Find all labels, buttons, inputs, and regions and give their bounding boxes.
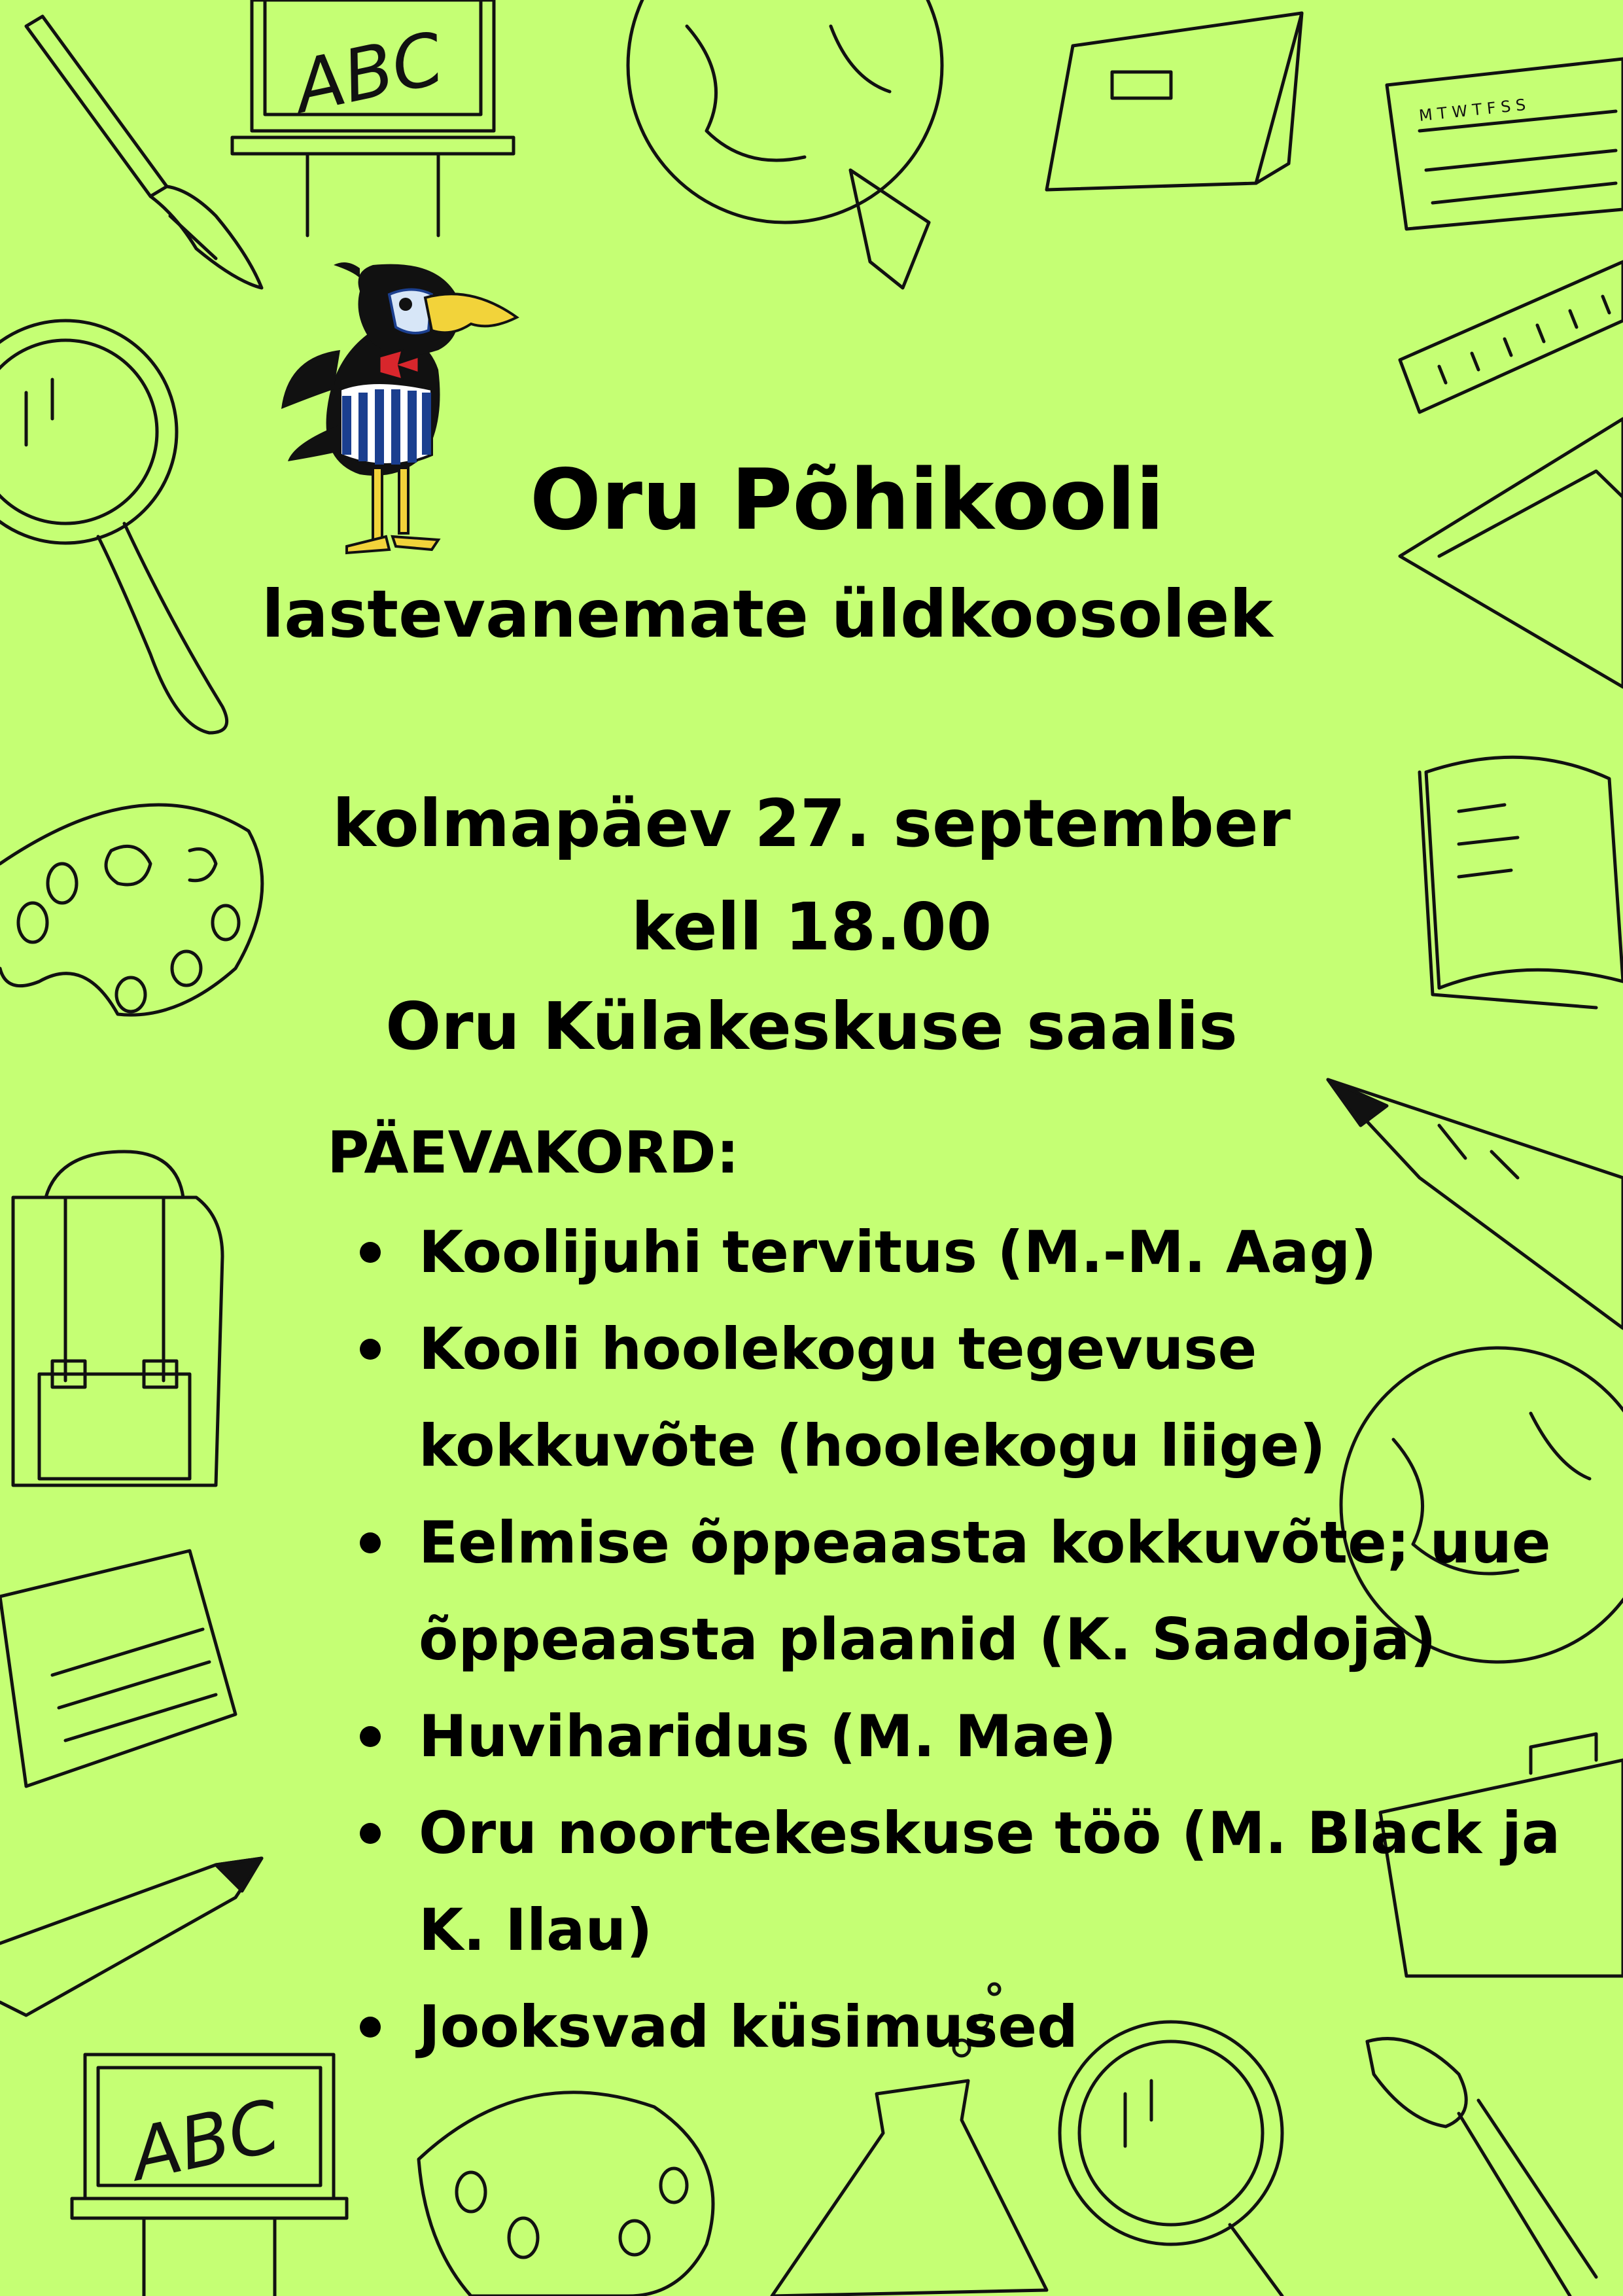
crow-mascot bbox=[275, 258, 556, 573]
title-meeting: lastevanemate üldkoosolek bbox=[262, 576, 1273, 652]
agenda-item-text: Koolijuhi tervitus (M.-M. Aag) bbox=[419, 1218, 1377, 1286]
crow-legs bbox=[347, 468, 438, 553]
agenda-item-text: Kooli hoolekogu tegevuse kokkuvõte (hoolekogu liige) bbox=[419, 1315, 1326, 1479]
agenda-item bbox=[353, 1979, 1609, 2075]
bullet-icon bbox=[360, 1726, 381, 1747]
agenda-item-text: Huviharidus (M. Mae) bbox=[419, 1703, 1117, 1770]
paintbrush-icon bbox=[26, 16, 262, 288]
agenda-list bbox=[353, 1204, 1609, 2075]
agenda-item bbox=[353, 1785, 1609, 1979]
agenda-item bbox=[353, 1301, 1609, 1494]
calendar-icon-left bbox=[0, 1551, 236, 1786]
meeting-time: kell 18.00 bbox=[631, 889, 992, 965]
briefcase-icon bbox=[1047, 13, 1302, 190]
palette-icon-bottom bbox=[419, 2093, 713, 2296]
agenda-item bbox=[353, 1494, 1609, 1688]
agenda-heading: PÄEVAKORD: bbox=[327, 1119, 739, 1186]
blackboard-label-bottom: ABC bbox=[124, 2083, 287, 2197]
bullet-icon bbox=[360, 1823, 381, 1844]
notebook-icon bbox=[1400, 419, 1623, 687]
bullet-icon bbox=[360, 1339, 381, 1360]
paintbrush-icon-bottom bbox=[1367, 2039, 1596, 2296]
blackboard-icon bbox=[232, 0, 514, 236]
agenda-item-text: Oru noortekeskuse töö (M. Black ja K. Ilau) bbox=[419, 1799, 1561, 1964]
bullet-icon bbox=[360, 2017, 381, 2038]
backpack-icon bbox=[13, 1152, 222, 1485]
pencil-icon-left bbox=[0, 1858, 262, 2015]
magnifier-icon bbox=[0, 321, 227, 733]
calendar-icon bbox=[1387, 59, 1623, 229]
bullet-icon bbox=[360, 1242, 381, 1263]
meeting-date: kolmapäev 27. september bbox=[332, 785, 1291, 862]
meeting-place: Oru Külakeskuse saalis bbox=[385, 988, 1238, 1065]
agenda-item-text: Eelmise õppeaasta kokkuvõte; uue õppeaasta plaanid (K. Saadoja) bbox=[419, 1509, 1551, 1673]
title-school-name: Oru Põhikooli bbox=[530, 451, 1164, 549]
agenda-item bbox=[353, 1688, 1609, 1785]
blackboard-icon-bottom bbox=[72, 2055, 347, 2296]
bullet-icon bbox=[360, 1532, 381, 1553]
agenda-item bbox=[353, 1204, 1609, 1301]
calendar-days-label: M T W T F S S bbox=[1418, 95, 1527, 125]
blackboard-label: ABC bbox=[287, 16, 451, 130]
agenda-item-text: Jooksvad küsimused bbox=[419, 1993, 1079, 2060]
globe-icon bbox=[628, 0, 942, 288]
crow-beak bbox=[425, 294, 517, 332]
ruler-icon bbox=[1400, 262, 1623, 412]
crow-striped-vest bbox=[340, 383, 432, 465]
